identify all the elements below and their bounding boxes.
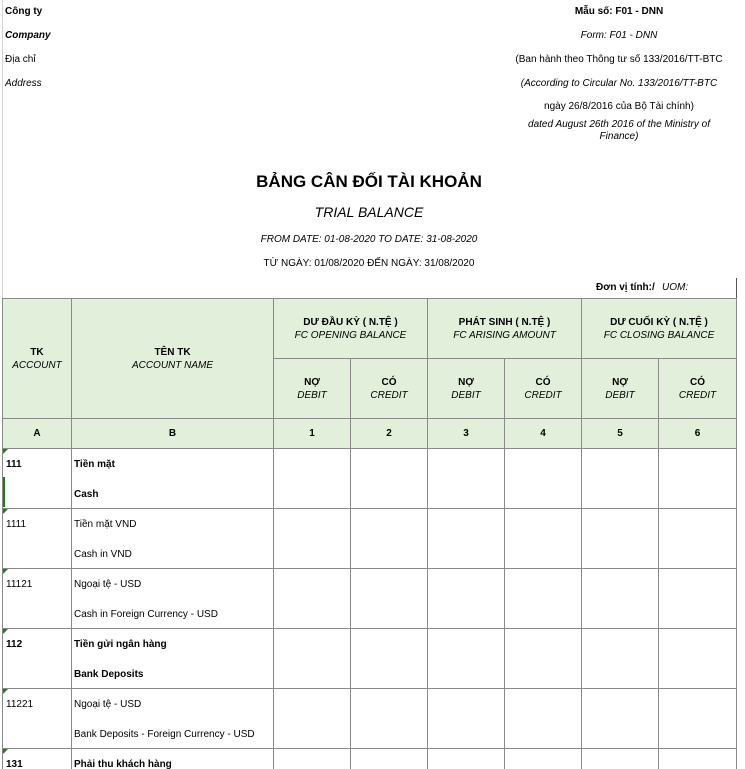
debit-label-en: DEBIT	[297, 389, 327, 401]
amount-cell[interactable]	[274, 629, 351, 689]
account-name-vn: Ngoại tệ - USD	[74, 579, 142, 590]
circular-date-vn[interactable]: ngày 26/8/2016 của Bộ Tài chính)	[544, 101, 694, 112]
header-closing-en: FC CLOSING BALANCE	[603, 329, 715, 341]
trial-balance-table	[2, 298, 737, 769]
account-name-vn: Tiền mặt	[74, 459, 115, 470]
table-row	[3, 569, 737, 629]
credit-label-vn: CÓ	[535, 376, 551, 388]
amount-cell[interactable]	[659, 749, 737, 769]
account-code-cell[interactable]	[3, 449, 72, 509]
amount-cell[interactable]	[428, 749, 505, 769]
header-arising-credit[interactable]	[505, 359, 582, 419]
credit-label-en: CREDIT	[370, 389, 408, 401]
credit-label-vn: CÓ	[381, 376, 397, 388]
account-code: 112	[6, 639, 23, 650]
table-row	[3, 689, 737, 749]
address-label-vn[interactable]: Địa chỉ	[5, 54, 36, 65]
amount-cell[interactable]	[428, 689, 505, 749]
header-arising-en: FC ARISING AMOUNT	[453, 329, 556, 341]
debit-label-en: DEBIT	[605, 389, 635, 401]
header-closing-credit[interactable]	[659, 359, 737, 419]
comment-marker-icon	[3, 629, 8, 634]
account-name-cell[interactable]	[72, 569, 274, 629]
account-name-vn: Phải thu khách hàng	[74, 759, 172, 769]
amount-cell[interactable]	[351, 569, 428, 629]
index-cell[interactable]: 5	[582, 419, 659, 449]
account-name-cell[interactable]	[72, 749, 274, 769]
amount-cell[interactable]	[351, 509, 428, 569]
debit-label-vn: NỢ	[458, 376, 474, 388]
unit-label-vn[interactable]: Đơn vị tính:/	[596, 282, 655, 293]
comment-marker-icon	[3, 569, 8, 574]
amount-cell[interactable]	[582, 569, 659, 629]
comment-marker-icon	[3, 689, 8, 694]
account-code-cell[interactable]	[3, 749, 72, 769]
amount-cell[interactable]	[505, 449, 582, 509]
index-row	[3, 419, 737, 449]
circular-note-vn[interactable]: (Ban hành theo Thông tư số 133/2016/TT-BTC	[515, 54, 723, 65]
header-account[interactable]	[3, 299, 72, 419]
account-code-cell[interactable]	[3, 569, 72, 629]
amount-cell[interactable]	[274, 509, 351, 569]
debit-label-vn: NỢ	[612, 376, 628, 388]
date-range-en[interactable]: FROM DATE: 01-08-2020 TO DATE: 31-08-2020	[260, 234, 478, 245]
amount-cell[interactable]	[659, 509, 737, 569]
amount-cell[interactable]	[582, 749, 659, 769]
amount-cell[interactable]	[351, 689, 428, 749]
index-cell[interactable]: 4	[505, 419, 582, 449]
circular-date-en-line2[interactable]: Finance)	[599, 131, 639, 142]
account-code: 1111	[6, 519, 27, 530]
comment-marker-icon	[3, 449, 8, 454]
amount-cell[interactable]	[351, 629, 428, 689]
cell-border	[736, 278, 737, 298]
header-account-name-en: ACCOUNT NAME	[131, 359, 214, 371]
amount-cell[interactable]	[351, 449, 428, 509]
amount-cell[interactable]	[274, 749, 351, 769]
credit-label-en: CREDIT	[678, 389, 717, 401]
amount-cell[interactable]	[505, 749, 582, 769]
index-cell[interactable]: 6	[659, 419, 737, 449]
company-label-en[interactable]: Company	[5, 30, 51, 41]
amount-cell[interactable]	[659, 629, 737, 689]
credit-label-en: CREDIT	[524, 389, 562, 401]
comment-marker-icon	[3, 749, 8, 754]
header-opening-debit[interactable]	[274, 359, 351, 419]
header-opening-balance[interactable]	[274, 299, 428, 359]
account-name-vn: Tiền mặt VND	[74, 519, 137, 530]
index-cell[interactable]: A	[3, 419, 72, 449]
amount-cell[interactable]	[428, 449, 505, 509]
account-code-cell[interactable]	[3, 509, 72, 569]
header-closing-vn: DƯ CUỐI KỲ ( N.TỆ )	[610, 316, 708, 328]
account-name-cell[interactable]	[72, 449, 274, 509]
account-code-cell[interactable]	[3, 629, 72, 689]
amount-cell[interactable]	[428, 569, 505, 629]
table-row	[3, 509, 737, 569]
header-arising-debit[interactable]	[428, 359, 505, 419]
circular-date-en-line1[interactable]: dated August 26th 2016 of the Ministry of	[528, 119, 710, 130]
company-label-vn[interactable]: Công ty	[5, 6, 43, 17]
address-label-en[interactable]: Address	[5, 78, 42, 89]
amount-cell[interactable]	[274, 569, 351, 629]
header-account-name-vn: TÊN TK	[154, 346, 191, 358]
debit-label-en: DEBIT	[451, 389, 481, 401]
header-account-en: ACCOUNT	[12, 359, 62, 371]
header-arising-amount[interactable]	[428, 299, 582, 359]
account-name-en: Bank Deposits	[74, 669, 144, 680]
amount-cell[interactable]	[351, 749, 428, 769]
report-title-en[interactable]: TRIAL BALANCE	[314, 204, 424, 220]
header-opening-en: FC OPENING BALANCE	[294, 329, 407, 341]
unit-label-en[interactable]: UOM:	[662, 282, 689, 293]
account-code: 111	[6, 459, 22, 470]
amount-cell[interactable]	[274, 689, 351, 749]
index-cell[interactable]: 2	[351, 419, 428, 449]
table-row	[3, 449, 737, 509]
amount-cell[interactable]	[582, 509, 659, 569]
account-name-en: Cash in VND	[74, 549, 132, 560]
account-code: 11121	[6, 579, 33, 590]
header-opening-vn: DƯ ĐẦU KỲ ( N.TỆ )	[303, 316, 398, 328]
form-number-vn[interactable]: Mẫu số: F01 - DNN	[574, 6, 664, 17]
account-name-cell[interactable]	[72, 629, 274, 689]
table-row	[3, 629, 737, 689]
account-code: 11221	[6, 699, 34, 710]
header-opening-credit[interactable]	[351, 359, 428, 419]
amount-cell[interactable]	[659, 569, 737, 629]
amount-cell[interactable]	[505, 569, 582, 629]
amount-cell[interactable]	[428, 509, 505, 569]
credit-label-vn: CÓ	[690, 376, 706, 388]
debit-label-vn: NỢ	[304, 376, 320, 388]
circular-note-en[interactable]: (According to Circular No. 133/2016/TT-BTC	[520, 78, 718, 89]
account-name-en: Bank Deposits - Foreign Currency - USD	[74, 729, 255, 740]
index-cell[interactable]: 3	[428, 419, 505, 449]
header-account-name[interactable]	[72, 299, 274, 419]
comment-marker-icon	[3, 509, 8, 514]
amount-cell[interactable]	[582, 629, 659, 689]
account-code: 131	[6, 759, 23, 769]
form-number-en[interactable]: Form: F01 - DNN	[580, 30, 658, 41]
amount-cell[interactable]	[659, 689, 737, 749]
header-closing-debit[interactable]	[582, 359, 659, 419]
account-name-vn: Tiền gửi ngân hàng	[74, 639, 167, 650]
header-row-groups	[3, 299, 737, 359]
cell-cursor	[3, 477, 5, 507]
index-cell[interactable]: 1	[274, 419, 351, 449]
header-account-vn: TK	[30, 346, 44, 358]
header-closing-balance[interactable]	[582, 299, 737, 359]
account-name-vn: Ngoại tệ - USD	[74, 699, 142, 710]
amount-cell[interactable]	[659, 449, 737, 509]
index-cell[interactable]: B	[72, 419, 274, 449]
amount-cell[interactable]	[428, 629, 505, 689]
report-title-vn[interactable]: BẢNG CÂN ĐỐI TÀI KHOẢN	[256, 172, 482, 191]
account-name-cell[interactable]	[72, 509, 274, 569]
amount-cell[interactable]	[505, 689, 582, 749]
account-name-en: Cash	[74, 489, 99, 500]
date-range-vn[interactable]: TỪ NGÀY: 01/08/2020 ĐẾN NGÀY: 31/08/2020	[263, 258, 475, 269]
amount-cell[interactable]	[505, 629, 582, 689]
amount-cell[interactable]	[274, 449, 351, 509]
header-arising-vn: PHÁT SINH ( N.TỆ )	[458, 316, 551, 328]
amount-cell[interactable]	[582, 449, 659, 509]
account-name-en: Cash in Foreign Currency - USD	[74, 609, 218, 620]
table-row	[3, 749, 737, 769]
account-code-cell[interactable]	[3, 689, 72, 749]
amount-cell[interactable]	[582, 689, 659, 749]
amount-cell[interactable]	[505, 509, 582, 569]
account-name-cell[interactable]	[72, 689, 274, 749]
